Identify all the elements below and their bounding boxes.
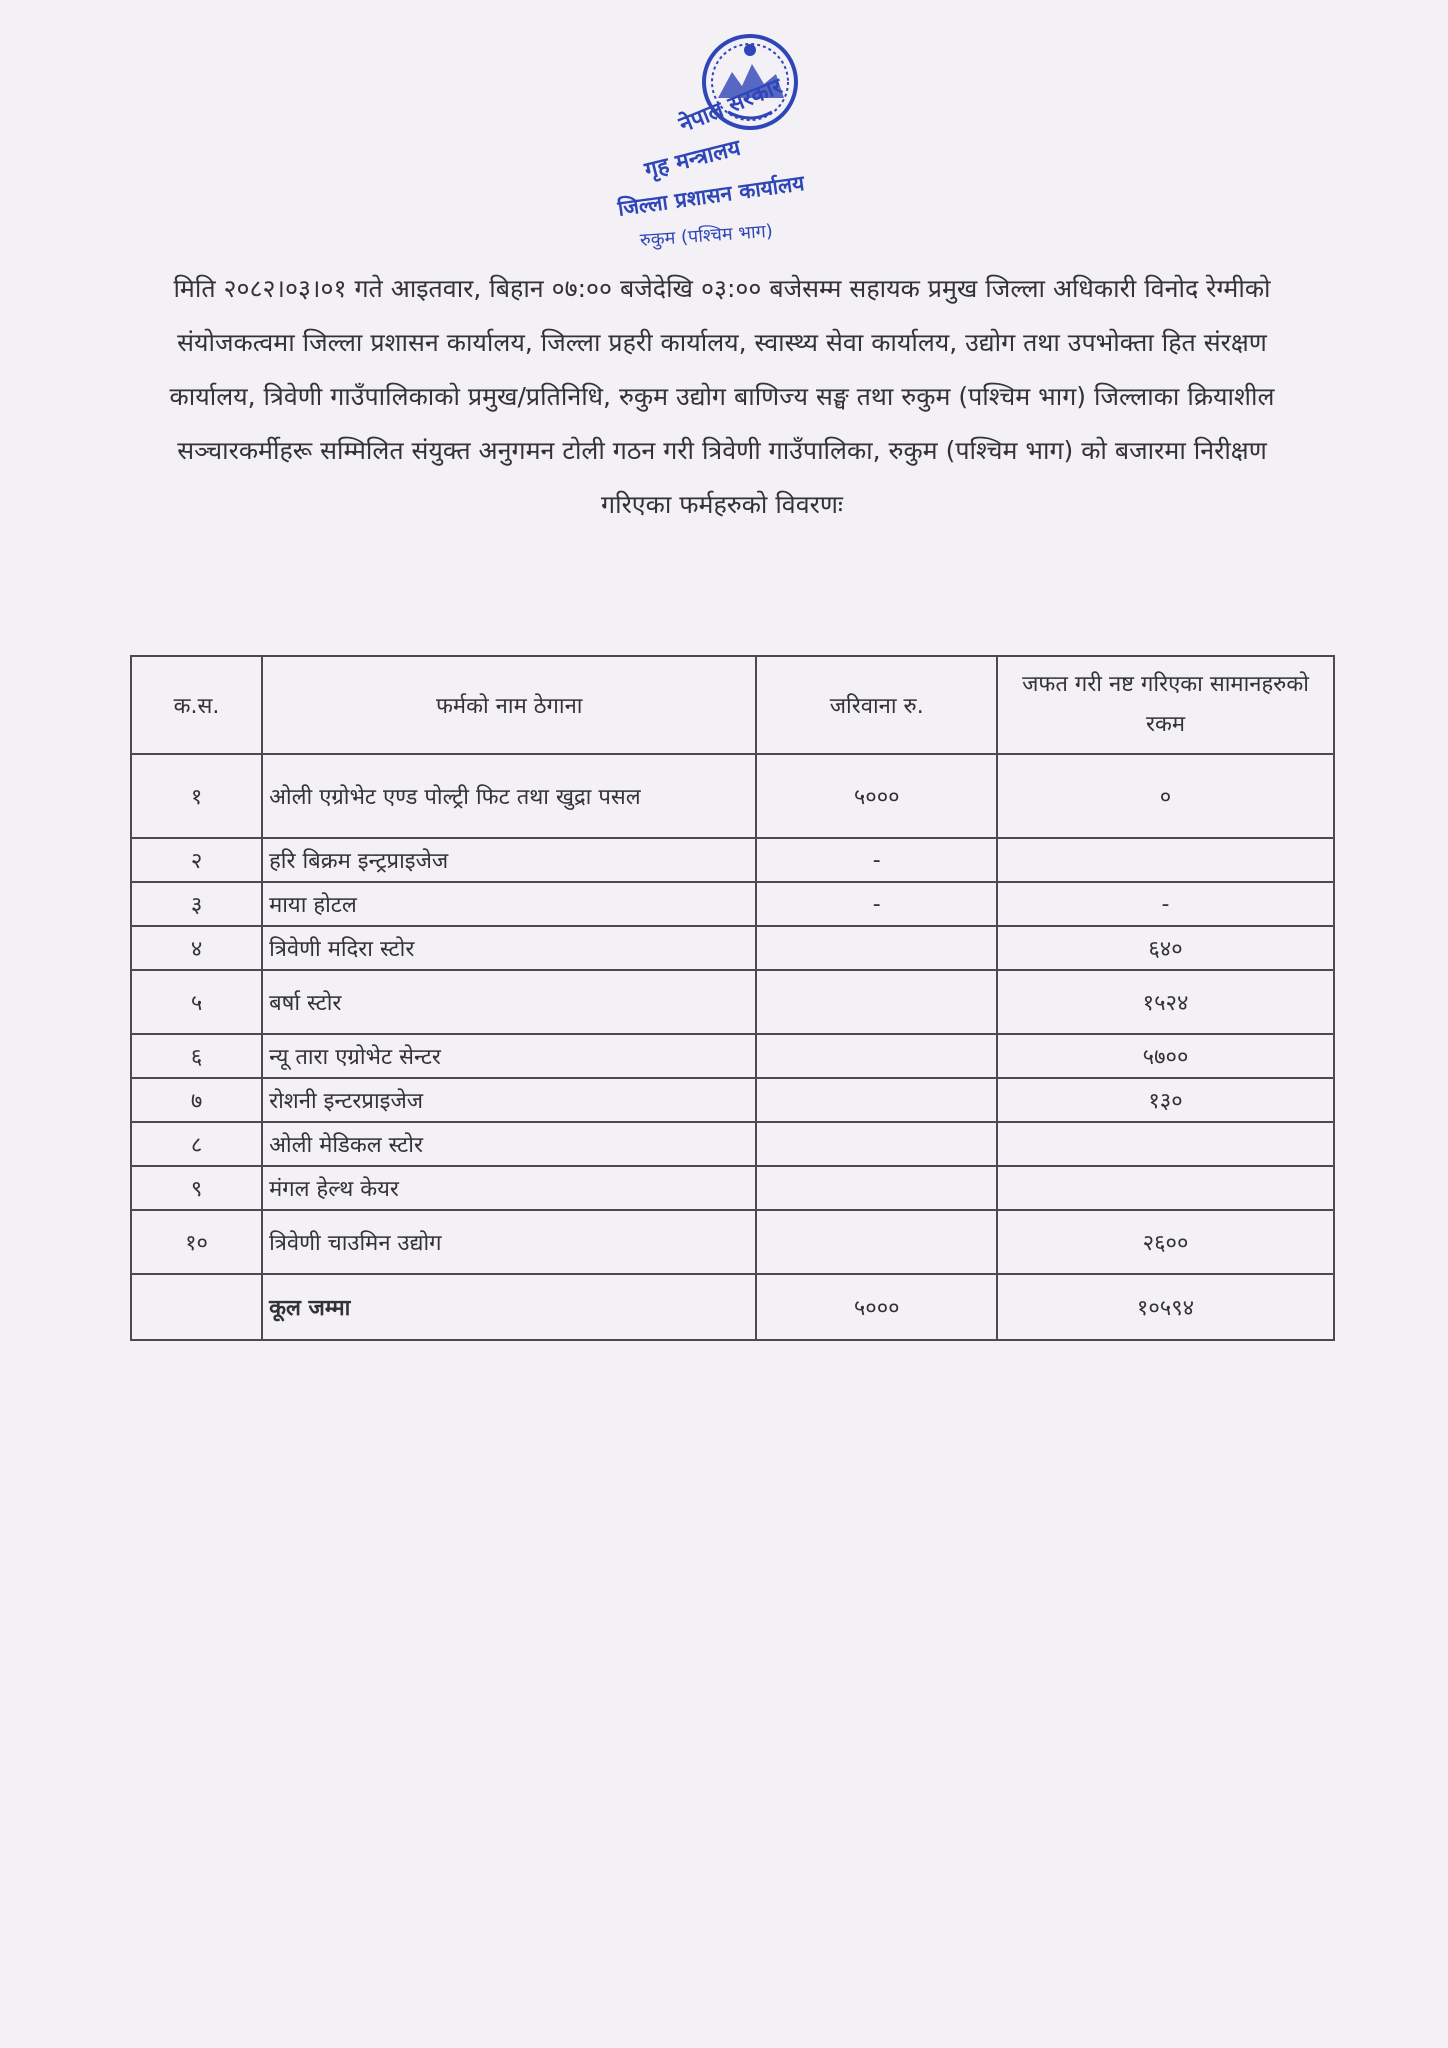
header-seized: जफत गरी नष्ट गरिएका सामानहरुको रकम [997, 656, 1334, 754]
row-seized: १३० [997, 1078, 1334, 1122]
row-sn: १० [131, 1210, 262, 1274]
stamp-line-government: नेपाल सरकार [675, 74, 786, 138]
table-row [131, 970, 1334, 1034]
row-sn: ३ [131, 882, 262, 926]
row-firm: हरि बिक्रम इन्ट्रप्राइजेज [262, 838, 756, 882]
table-row [131, 1078, 1334, 1122]
row-fine [756, 1166, 997, 1210]
total-fine: ५००० [756, 1274, 997, 1340]
row-sn: १ [131, 754, 262, 838]
row-fine [756, 926, 997, 970]
row-sn: ७ [131, 1078, 262, 1122]
table-row [131, 1122, 1334, 1166]
table-total-row [131, 1274, 1334, 1340]
row-sn: ४ [131, 926, 262, 970]
row-seized: ५७०० [997, 1034, 1334, 1078]
row-seized: - [997, 882, 1334, 926]
row-seized: २६०० [997, 1210, 1334, 1274]
row-sn: २ [131, 838, 262, 882]
row-fine: - [756, 838, 997, 882]
stamp-line-district: रुकुम (पश्चिम भाग) [639, 220, 774, 251]
row-firm: बर्षा स्टोर [262, 970, 756, 1034]
header-firm: फर्मको नाम ठेगाना [262, 656, 756, 754]
row-fine [756, 1210, 997, 1274]
row-firm: ओली एग्रोभेट एण्ड पोल्ट्री फिट तथा खुद्रा पसल [262, 754, 756, 838]
row-seized [997, 1122, 1334, 1166]
row-sn: ५ [131, 970, 262, 1034]
row-firm: ओली मेडिकल स्टोर [262, 1122, 756, 1166]
row-firm: त्रिवेणी चाउमिन उद्योग [262, 1210, 756, 1274]
table-row [131, 1166, 1334, 1210]
row-firm: रोशनी इन्टरप्राइजेज [262, 1078, 756, 1122]
total-seized: १०५९४ [997, 1274, 1334, 1340]
intro-paragraph: मिति २०८२।०३।०१ गते आइतवार, बिहान ०७:०० बजेदेखि ०३:०० बजेसम्म सहायक प्रमुख जिल्ला अधिकारी विनोद रेग्मीको संयोजकत्वमा जिल्ला प्रशासन कार्यालय, जिल्ला प्रहरी कार्यालय, स्वास्थ्य सेवा कार्यालय, उद्योग तथा उपभोक्ता हित संरक्षण कार्यालय, त्रिवेणी गाउँपालिकाको प्रमुख/प्रतिनिधि, रुकुम उद्योग बाणिज्य सङ्घ तथा रुकुम (पश्चिम भाग) जिल्लाका क्रियाशील सञ्चारकर्मीहरू सम्मिलित संयुक्त अनुगमन टोली गठन गरी त्रिवेणी गाउँपालिका, रुकुम (पश्चिम भाग) को बजारमा निरीक्षण गरिएका फर्महरुको विवरणः [169, 274, 1275, 519]
nepal-emblem-icon [600, 20, 860, 260]
row-seized: ६४० [997, 926, 1334, 970]
row-fine [756, 1078, 997, 1122]
table-row [131, 754, 1334, 838]
table-row [131, 838, 1334, 882]
row-firm: मंगल हेल्थ केयर [262, 1166, 756, 1210]
row-fine [756, 970, 997, 1034]
office-stamp [600, 20, 860, 260]
total-sn-empty [131, 1274, 262, 1340]
row-sn: ६ [131, 1034, 262, 1078]
row-fine: ५००० [756, 754, 997, 838]
table-row [131, 1034, 1334, 1078]
row-firm: माया होटल [262, 882, 756, 926]
header-fine: जरिवाना रु. [756, 656, 997, 754]
header-sn: क.स. [131, 656, 262, 754]
stamp-line-office: जिल्ला प्रशासन कार्यालय [616, 170, 806, 221]
row-sn: ९ [131, 1166, 262, 1210]
table-row [131, 926, 1334, 970]
row-fine [756, 1034, 997, 1078]
row-fine [756, 1122, 997, 1166]
stamp-line-ministry: गृह मन्त्रालय [642, 135, 744, 184]
row-firm: त्रिवेणी मदिरा स्टोर [262, 926, 756, 970]
row-seized: ० [997, 754, 1334, 838]
table-row [131, 882, 1334, 926]
row-firm: न्यू तारा एग्रोभेट सेन्टर [262, 1034, 756, 1078]
row-fine: - [756, 882, 997, 926]
row-seized: १५२४ [997, 970, 1334, 1034]
row-sn: ८ [131, 1122, 262, 1166]
inspection-table-container [130, 655, 1335, 1341]
row-seized [997, 838, 1334, 882]
total-label: कूल जम्मा [262, 1274, 756, 1340]
inspection-table [130, 655, 1335, 1341]
table-header-row [131, 656, 1334, 754]
table-row [131, 1210, 1334, 1274]
row-seized [997, 1166, 1334, 1210]
